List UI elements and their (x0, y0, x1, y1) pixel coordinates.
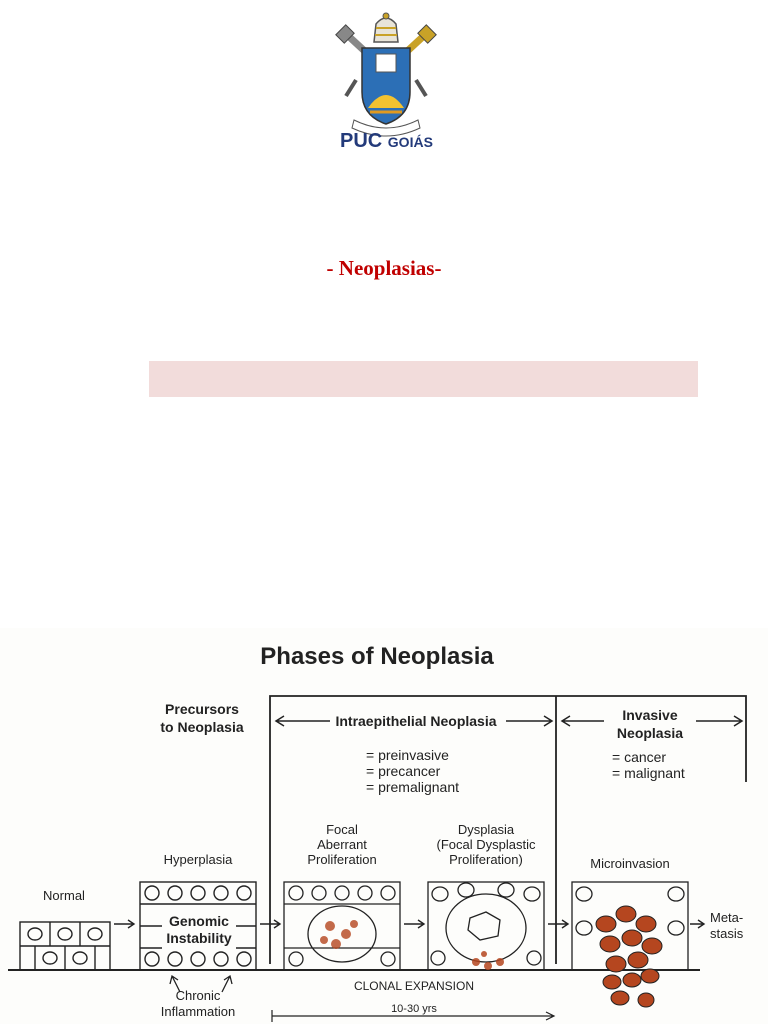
arrow-focal-to-dysplasia (404, 920, 424, 928)
stage-dysplasia-3: Proliferation) (449, 852, 523, 867)
chronic-line1: Chronic (175, 988, 221, 1003)
stage-normal: Normal (43, 888, 85, 903)
brand-sub: GOIÁS (387, 134, 433, 150)
intraepithelial-label: Intraepithelial Neoplasia (335, 713, 497, 729)
stage-microinvasion: Microinvasion (590, 856, 670, 871)
stage-focal-1: Focal (326, 822, 358, 837)
stage-hyperplasia: Hyperplasia (163, 852, 233, 867)
timespan-label: 10-30 yrs (391, 1003, 437, 1015)
highlight-bar (149, 361, 698, 397)
brand-main: PUC (340, 130, 383, 152)
invasive-line1: Invasive (622, 707, 678, 723)
precursors-line1: Precursors (165, 701, 239, 717)
intra-term-3: = premalignant (366, 779, 460, 795)
intra-term-2: = precancer (366, 763, 441, 779)
slide-title: - Neoplasias- (326, 256, 442, 280)
stage-focal-2: Aberrant (317, 837, 367, 852)
genomic-line2: Instability (166, 930, 232, 946)
focal-aberrant-cells (320, 920, 358, 949)
arrow-normal-to-hyperplasia (114, 920, 134, 928)
brand-wordmark (340, 130, 450, 153)
arrow-invasive-right (696, 716, 742, 726)
normal-tissue (20, 922, 110, 970)
invasive-term-2: = malignant (612, 765, 685, 781)
figure-title: Phases of Neoplasia (260, 643, 494, 670)
stage-focal-3: Proliferation (307, 852, 377, 867)
metastasis-line2: stasis (710, 926, 744, 941)
arrow-intra-left (276, 716, 330, 726)
arrow-chronic-right (222, 976, 232, 992)
chronic-line2: Inflammation (160, 1004, 236, 1019)
stage-dysplasia-1: Dysplasia (457, 822, 515, 837)
arrow-intra-right (506, 716, 552, 726)
genomic-line1: Genomic (169, 913, 229, 929)
arrow-dysplasia-to-microinvasion (548, 920, 568, 928)
metastasis-line1: Meta- (710, 910, 744, 925)
invasive-line2: Neoplasia (616, 725, 684, 741)
arrow-invasive-left (562, 716, 604, 726)
clonal-expansion-label: CLONAL EXPANSION (353, 979, 475, 993)
arrow-to-metastasis (690, 920, 704, 928)
dysplasia-tissue (428, 882, 544, 970)
stage-dysplasia-2: (Focal Dysplastic (436, 837, 536, 852)
dysplastic-cells (472, 951, 504, 970)
precursors-line2: to Neoplasia (160, 719, 244, 735)
invasive-term-1: = cancer (612, 749, 667, 765)
focal-tissue (284, 882, 400, 970)
phases-of-neoplasia-figure (0, 628, 768, 1024)
intra-term-1: = preinvasive (366, 747, 449, 763)
invasive-tumor-cells (596, 906, 662, 1007)
